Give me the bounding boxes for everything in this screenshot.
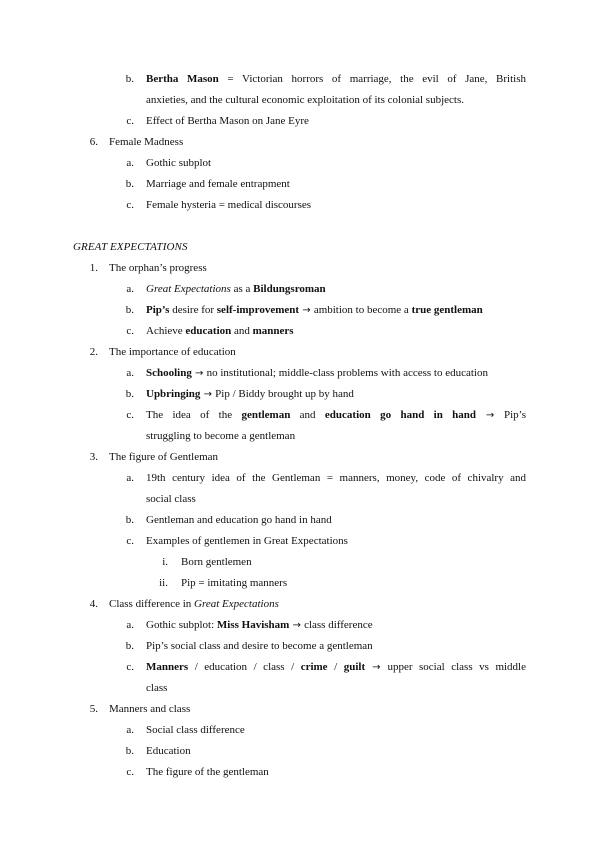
list-marker: c. [126, 115, 134, 127]
arrow-icon: → [365, 662, 388, 673]
list-item: Gothic subplot: Miss Havisham → class difference [146, 619, 373, 631]
list-item: Social class difference [146, 724, 245, 736]
list-marker: b. [125, 178, 134, 190]
list-item: 19th century idea of the Gentleman = manners, money, code of chivalry and [146, 472, 526, 484]
list-item: Gentleman and education go hand in hand [146, 514, 332, 526]
list-item: Education [146, 745, 191, 757]
list-marker: a. [126, 724, 134, 736]
arrow-icon: → [299, 305, 314, 316]
sub-list-item: Born gentlemen [181, 556, 252, 568]
list-marker: c. [126, 199, 134, 211]
list-item: Manners / education / class / crime / guilt → upper social class vs middle [146, 661, 526, 673]
list-marker: c. [126, 325, 134, 337]
list-item: Schooling → no institutional; middle-class problems with access to education [146, 367, 488, 379]
arrow-icon: → [200, 389, 216, 400]
arrow-icon: → [191, 368, 207, 379]
list-marker: a. [126, 472, 134, 484]
list-item: Gothic subplot [146, 157, 212, 169]
list-marker: c. [126, 766, 134, 778]
list-item: Marriage and female entrapment [146, 178, 290, 190]
arrow-icon: → [476, 410, 504, 421]
section-title-orphans-progress: The orphan’s progress [109, 262, 207, 274]
sub-list-marker: i. [162, 556, 168, 568]
list-item: Achieve education and manners [146, 325, 294, 337]
list-marker: b. [125, 745, 134, 757]
list-item: Pip’s social class and desire to become a gentleman [146, 640, 373, 652]
list-marker: c. [126, 409, 134, 421]
section-title-class-difference: Class difference in Great Expectations [109, 598, 279, 610]
section-title-figure-of-gentleman: The figure of Gentleman [109, 451, 219, 463]
list-item: Pip’s desire for self-improvement → ambition to become a true gentleman [146, 304, 483, 316]
list-marker: c. [126, 661, 134, 673]
sub-list-marker: ii. [159, 577, 168, 589]
section-number: 4. [89, 598, 98, 610]
list-item: Upbringing → Pip / Biddy brought up by hand [146, 388, 354, 400]
list-marker: b. [125, 640, 134, 652]
list-marker: a. [126, 619, 134, 631]
list-marker: b. [125, 514, 134, 526]
section-number: 5. [89, 703, 98, 715]
list-marker: c. [126, 535, 134, 547]
section-title-importance-of-education: The importance of education [109, 346, 236, 358]
list-item-bertha-mason: Bertha Mason = Victorian horrors of marriage, the evil of Jane, British [146, 73, 526, 85]
section-number: 3. [89, 451, 98, 463]
list-marker: a. [126, 367, 134, 379]
sub-list-item: Pip = imitating manners [181, 577, 288, 589]
list-item: Female hysteria = medical discourses [146, 199, 312, 211]
section-number: 6. [89, 136, 98, 148]
list-item: The idea of the gentleman and education go hand in hand → Pip’s [146, 409, 526, 421]
list-marker: b. [125, 388, 134, 400]
list-item-continuation: anxieties, and the cultural economic exploitation of its colonial subjects. [146, 94, 464, 106]
section-number: 2. [89, 346, 98, 358]
list-item-continuation: class [146, 682, 168, 694]
list-marker: a. [126, 283, 134, 295]
section-title-manners-and-class: Manners and class [109, 703, 191, 715]
arrow-icon: → [289, 620, 305, 631]
list-item: Great Expectations as a Bildungsroman [146, 283, 326, 295]
list-item-continuation: social class [146, 493, 196, 505]
section-title-female-madness: Female Madness [109, 136, 184, 148]
list-item: The figure of the gentleman [146, 766, 269, 778]
heading-great-expectations: GREAT EXPECTATIONS [73, 241, 188, 253]
list-marker: a. [126, 157, 134, 169]
list-marker: b. [125, 73, 134, 85]
list-item-continuation: struggling to become a gentleman [146, 430, 296, 442]
list-item: Examples of gentlemen in Great Expectations [146, 535, 348, 547]
list-marker: b. [125, 304, 134, 316]
list-item-effect: Effect of Bertha Mason on Jane Eyre [146, 115, 309, 127]
section-number: 1. [89, 262, 98, 274]
